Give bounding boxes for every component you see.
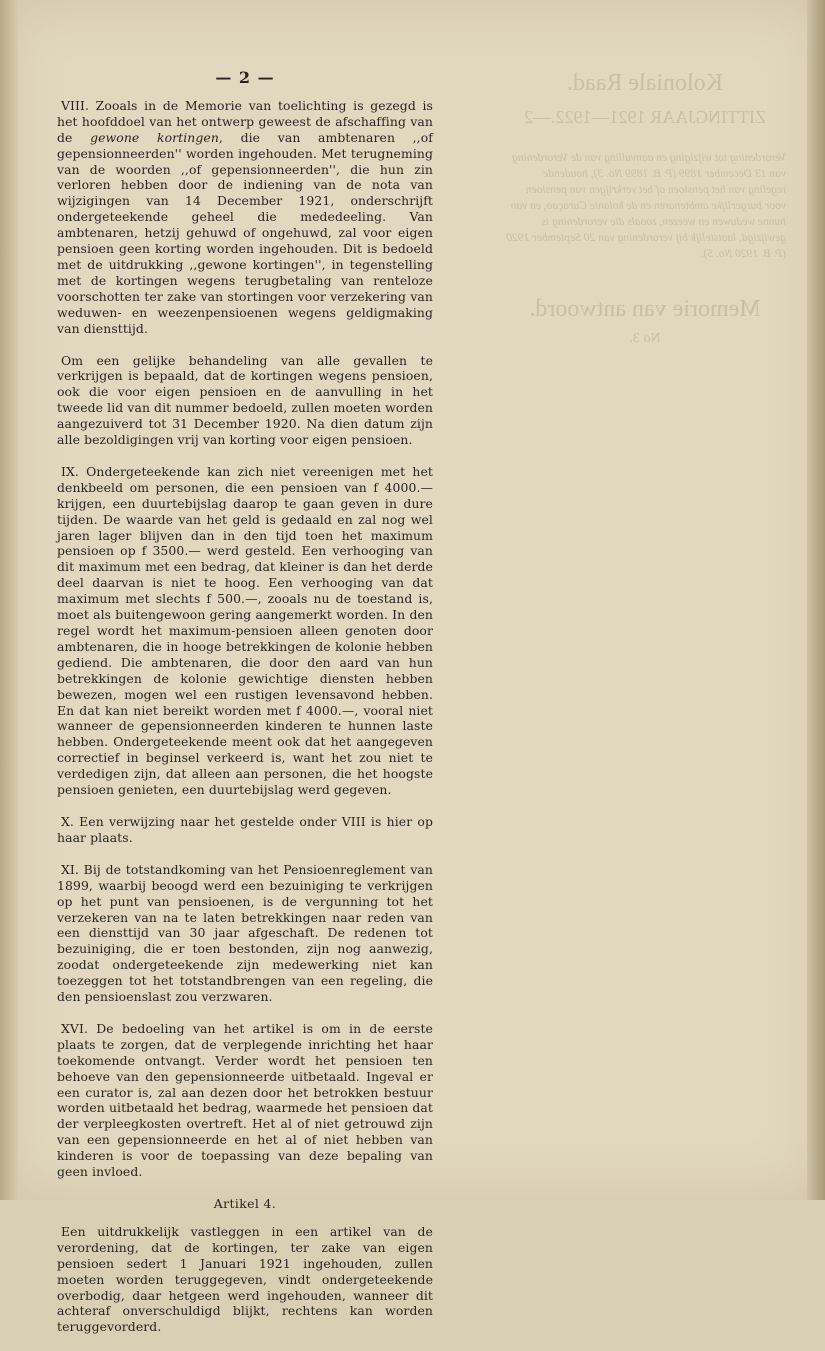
bleed-heading: Memorie van antwoord. — [529, 296, 761, 322]
binding-spine — [0, 0, 18, 1200]
section-viii-emphasis: gewone kortingen — [90, 129, 219, 145]
section-xvi: XVI. De bedoeling van het artikel is om in de eerste plaats te zorgen, dat de verplegende inrichting het haar toekomende ontvangt. Verder wordt het pensioen ten behoeve van den gepensionneerde uitbetaald. Ingeval er een curator is, zal aan dezen door het betrokken bestuur worden uitbetaald het bedrag, waarmede het pensioen dat der verpleegkosten overtreft. Het al of niet getrouwd zijn van een gepensionneerde en het al of niet hebben van kinderen is voor de toepassing van deze bepaling van geen invloed. — [57, 1020, 433, 1180]
bleed-title: Koloniale Raad. — [567, 70, 723, 96]
bleed-intro: Verordening tot wijziging en aanvulling van de Verordening van 13 December 1899 (P. B. 1899 No. 3), houdende regeling van het pensioen of het verkrijgen van pensioen voor burgerlijke ambtenaren en de kolonie Curaçao, en van hunne weduwen en weezen, zooals die verordening is gewijzigd, laatstelijk bij verordening van 20 September 1920 (P. B. 1920 No. 5). — [506, 152, 786, 260]
bleed-through-text — [490, 70, 800, 347]
section-viii-continued: Om een gelijke behandeling van alle gevallen te verkrijgen is bepaald, dat de kortingen wegens pensioen, ook die voor eigen pensioen en de aanvulling in het tweede lid van dit nummer bedoeld, zullen moeten worden aangezuiverd tot 31 December 1920. Na dien datum zijn alle bezoldigingen vrij van korting voor eigen pensioen. — [57, 352, 433, 448]
section-viii-after: , die van ambtenaren ,,of gepensionneerden'' worden ingehouden. Met terugneming van de woorden ,,of gepensionneerden'', die hun zin verloren hebben door de indiening van de nota van wijzigingen van 14 December 1921, onderschrijft ondergeteekende geheel die mededeeling. Van ambtenaren, hetzij gehuwd of ongehuwd, zal voor eigen pensioen geen korting worden ingehouden. Dit is bedoeld met de uitdrukking ,,gewone kortingen'', in tegenstelling met de kortingen wegens terugbetaling van renteloze voorschotten ter zake van stortingen voor verzekering van weduwen- en weezenpensioenen wegens geldigmaking van diensttijd. — [57, 129, 433, 336]
article-text: Een uitdrukkelijk vastleggen in een artikel van de verordening, dat de kortingen, ter zake van eigen pensioen sedert 1 Januari 1921 ingehouden, zullen moeten worden teruggegeven, vindt ondergeteekende overbodig, daar hetgeen werd ingehouden, wanneer dit achteraf onverschuldigd blijkt, rechtens kan worden teruggevorderd. — [57, 1223, 433, 1335]
section-ix: IX. Ondergeteekende kan zich niet vereenigen met het denkbeeld om personen, die een pensioen van f 4000.— krijgen, een duurtebijslag daarop te gaan geven in dure tijden. De waarde van het geld is gedaald en zal nog wel jaren lager blijven dan in den tijd toen het maximum pensioen op f 3500.— werd gesteld. Een verhooging van dit maximum met een bedrag, dat kleiner is dan het derde deel daarvan is niet te hoog. Een verhooging van dat maximum met slechts f 500.—, zooals nu de toestand is, moet als buitengewoon gering aangemerkt worden. In den regel wordt het maximum-pensioen alleen genoten door ambtenaren, die in hooge betrekkingen de kolonie hebben gediend. Die ambtenaren, die door den aard van hun betrekkingen de kolonie gewichtige diensten hebben bewezen, mogen wel een rustigen levensavond hebben. En dat kan niet bereikt worden met f 4000.—, vooral niet wanneer de gepensionneerden kinderen te hunnen laste hebben. Ondergeteekende meent ook dat het aangegeven correctief in beginsel verkeerd is, want het zou niet te verdedigen zijn, dat alleen aan personen, die het hoogste pensioen genieten, een duurtebijslag werd gegeven. — [57, 463, 433, 798]
section-xi: XI. Bij de totstandkoming van het Pensioenreglement van 1899, waarbij beoogd werd een bezuiniging te verkrijgen op het punt van pensioenen, is de vergunning tot het verzekeren van na te laten betrekkingen naar reden van een diensttijd van 30 jaar afgeschaft. De redenen tot bezuiniging, die er toen bestonden, zijn nog aanwezig, zoodat ondergeteekende zijn medewerking niet kan toezeggen tot het totstandbrengen van een regeling, die den pensioenslast zou verzwaren. — [57, 861, 433, 1005]
article-heading: Artikel 4. — [213, 1196, 277, 1211]
section-viii-before: VIII. Zooals in de Memorie van toelichting is gezegd is het hoofddoel van het ontwerp geweest de afschaffing van de — [57, 97, 433, 145]
section-viii — [57, 98, 433, 337]
page-edge — [807, 0, 825, 1200]
bleed-number: No 3. — [629, 331, 661, 346]
bleed-subtitle: ZITTINGJAAR 1921—1922.—2 — [524, 107, 766, 127]
page-number: — 2 — — [215, 68, 275, 87]
section-x: X. Een verwijzing naar het gestelde onder VIII is hier op haar plaats. — [57, 813, 433, 845]
main-text-column — [57, 70, 433, 1351]
